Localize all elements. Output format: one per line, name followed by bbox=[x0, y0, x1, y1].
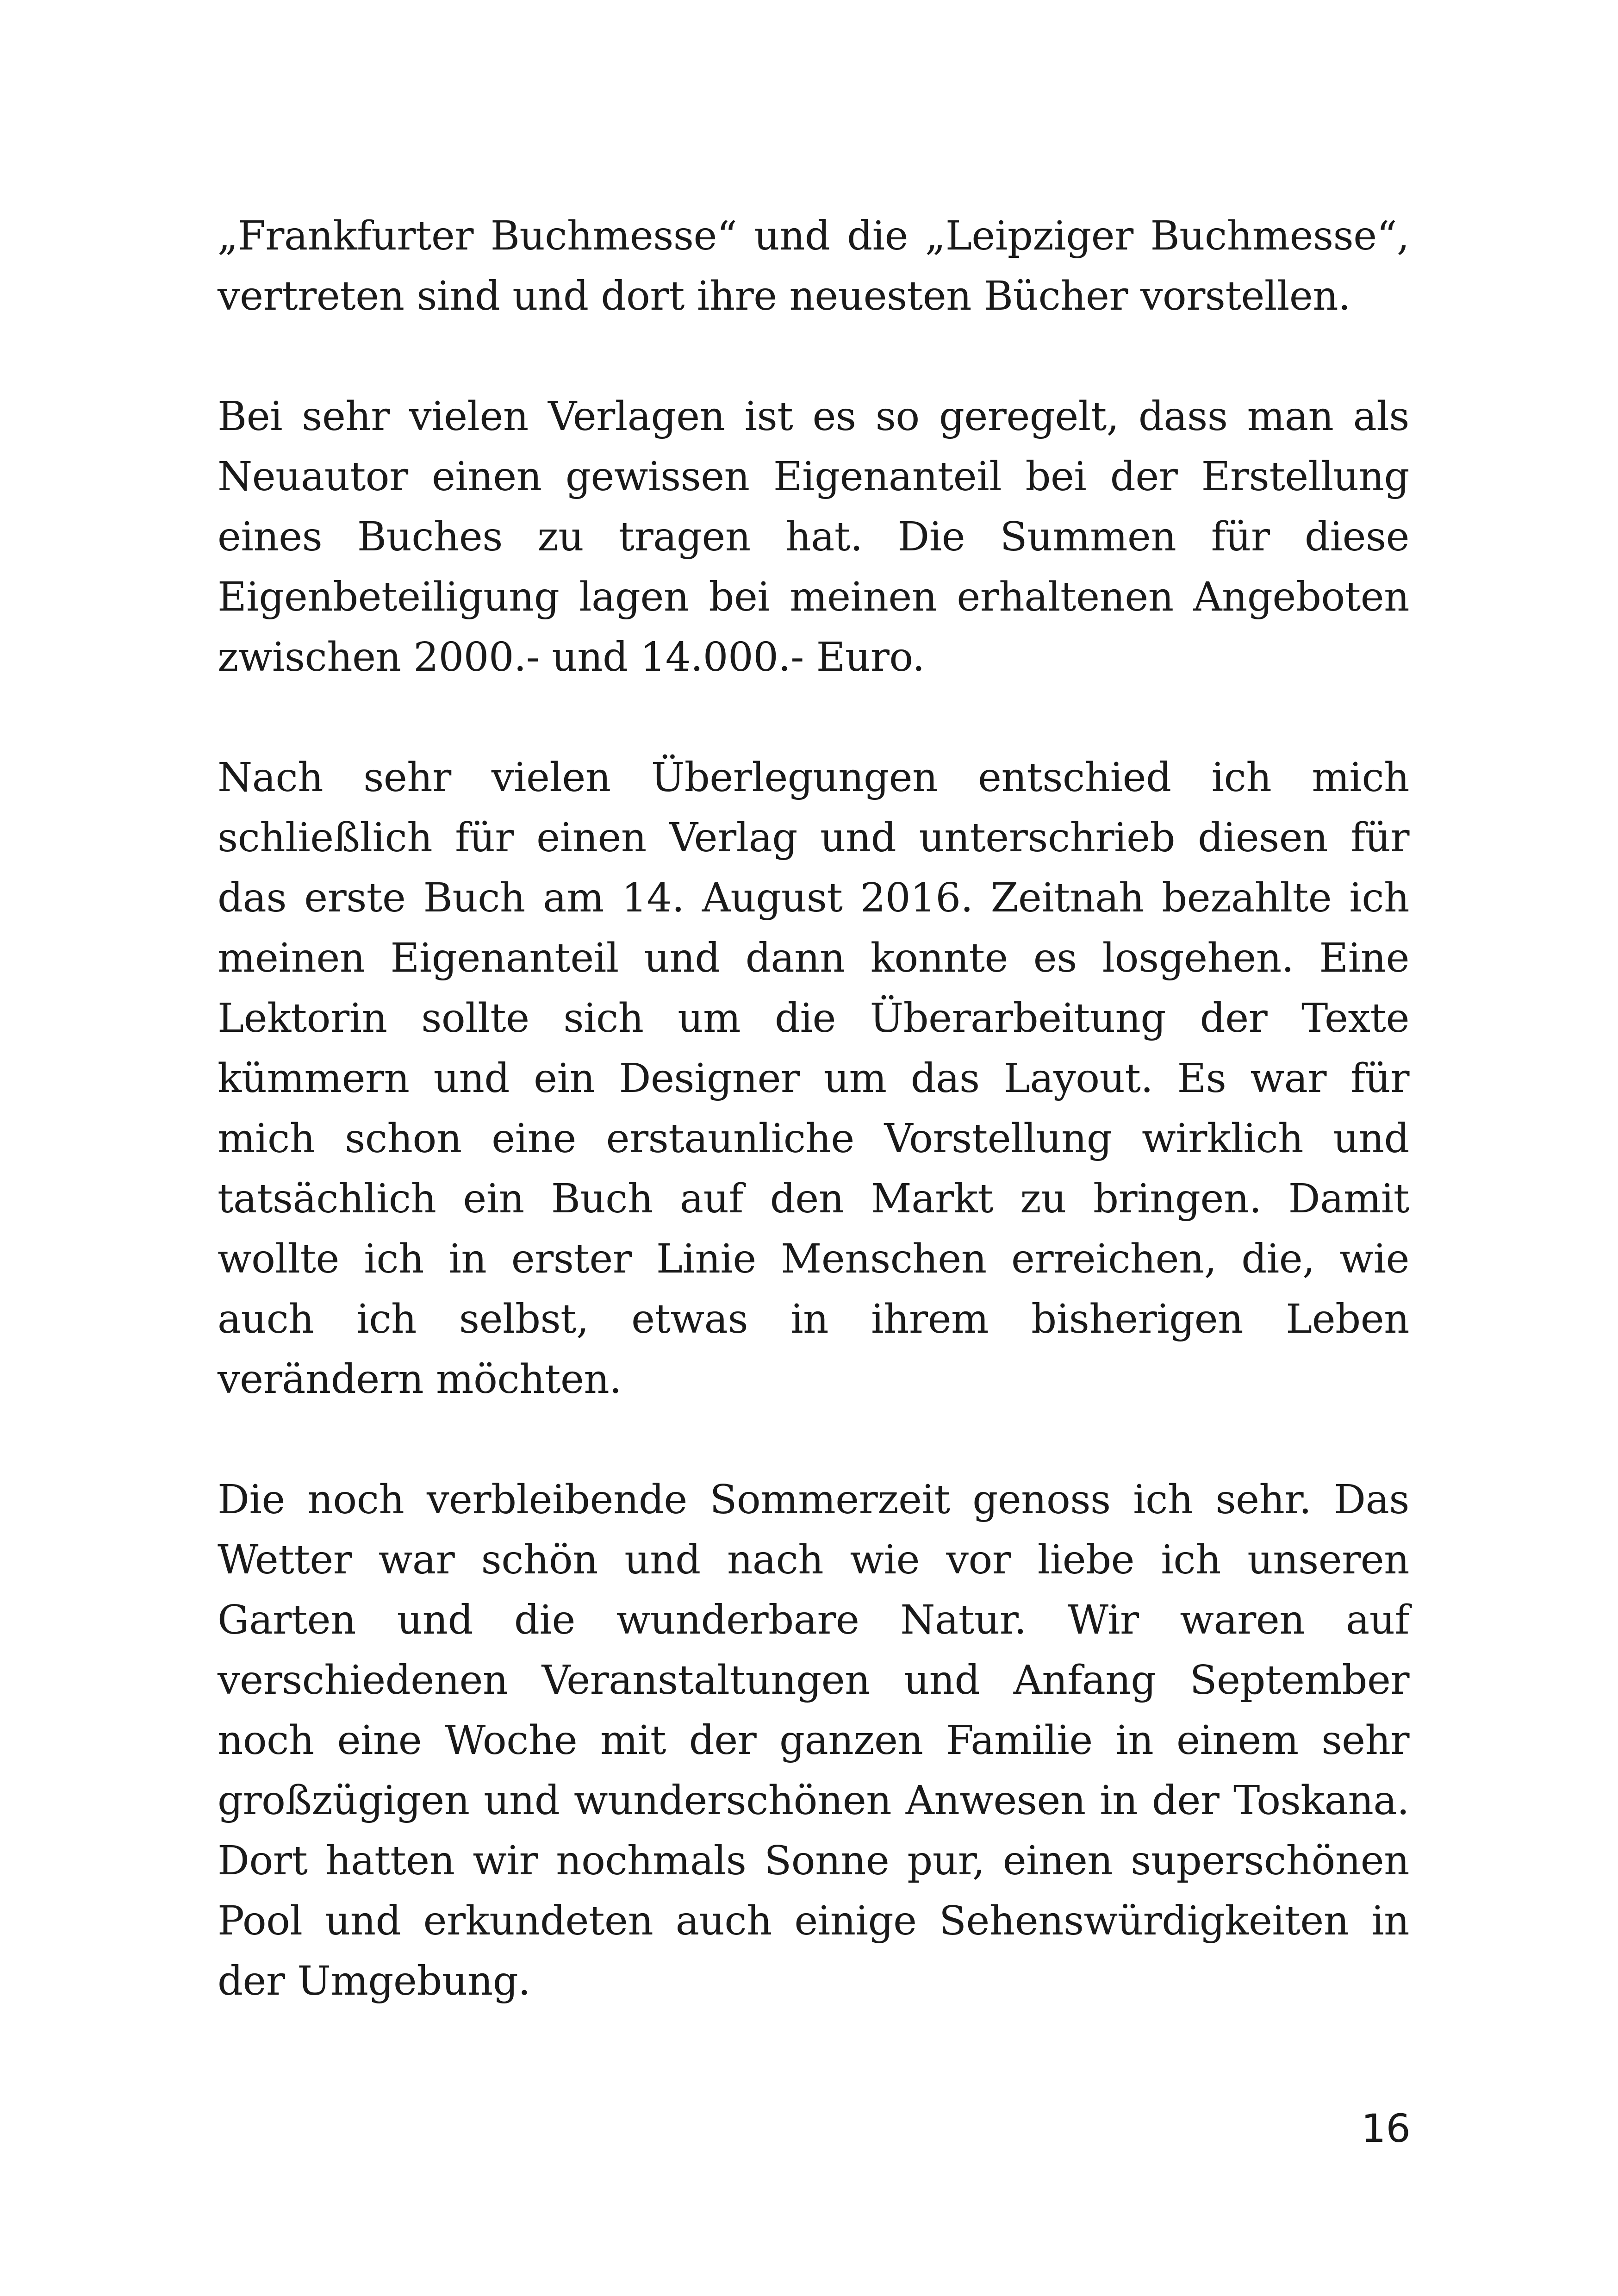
body-text bbox=[218, 206, 1409, 2011]
paragraph-4: Die noch verbleibende Sommerzeit genoss ich sehr. Das Wetter war schön und nach wie vor liebe ich unseren Garten und die wunderbare Natur. Wir waren auf verschiedenen Veranstaltungen und Anfang September noch eine Woche mit der ganzen Familie in einem sehr großzügigen und wunderschönen Anwesen in der Toskana. Dort hatten wir nochmals Sonne pur, einen superschönen Pool und erkundeten auch einige Sehenswürdigkeiten in der Umgebung. bbox=[218, 1477, 1409, 2004]
page-number: 16 bbox=[1361, 2106, 1411, 2151]
paragraph-2: Bei sehr vielen Verlagen ist es so geregelt, dass man als Neuautor einen gewissen Eigenanteil bei der Erstellung eines Buches zu tragen hat. Die Summen für diese Eigenbeteiligung lagen bei meinen erhaltenen Angeboten zwischen 2000.- und 14.000.- Euro. bbox=[218, 393, 1409, 680]
paragraph-1: „Frankfurter Buchmesse“ und die „Leipziger Buchmesse“, vertreten sind und dort ihre neuesten Bücher vorstellen. bbox=[218, 213, 1409, 319]
paragraph-3: Nach sehr vielen Überlegungen entschied ich mich schließlich für einen Verlag und unterschrieb diesen für das erste Buch am 14. August 2016. Zeitnah bezahlte ich meinen Eigenanteil und dann konnte es losgehen. Eine Lektorin sollte sich um die Überarbeitung der Texte kümmern und ein Designer um das Layout. Es war für mich schon eine erstaunliche Vorstellung wirklich und tatsächlich ein Buch auf den Markt zu bringen. Damit wollte ich in erster Linie Menschen erreichen, die, wie auch ich selbst, etwas in ihrem bisherigen Leben verändern möchten. bbox=[218, 755, 1409, 1403]
